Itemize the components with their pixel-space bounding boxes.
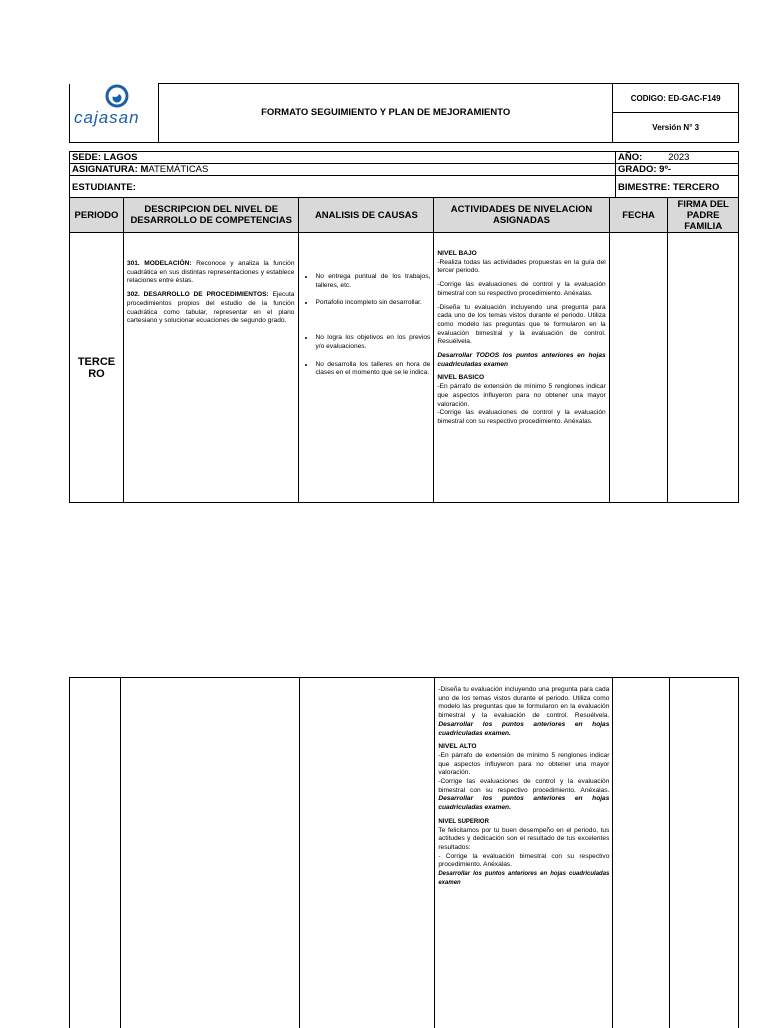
- causa-item: • No logra los objetivos en los previos y/o evaluaciones.: [315, 334, 430, 351]
- col-actividades: ACTIVIDADES DE NIVELACION ASIGNADAS: [434, 198, 609, 233]
- bimestre-field: BIMESTRE: TERCERO: [616, 176, 739, 199]
- col-fecha: FECHA: [609, 198, 668, 233]
- col-periodo: PERIODO: [70, 198, 124, 233]
- student-info: [69, 151, 739, 199]
- anio-field: AÑO: 2023: [616, 152, 739, 164]
- col-analisis: ANALISIS DE CAUSAS: [299, 198, 434, 233]
- nivel-superior-title: NIVEL SUPERIOR: [438, 818, 489, 825]
- nivel-alto-title: NIVEL ALTO: [438, 743, 477, 751]
- analisis-cell: [299, 678, 435, 1028]
- asignatura-field: ASIGNATURA: MATEMÁTICAS: [70, 164, 616, 176]
- actividades-cell: NIVEL BAJO -Realiza todas las actividades propuestas en la guía del tercer periodo. -Corrige las evaluaciones de control y la evaluación bimestral con su respectivo procedimiento. Anéxalas. -Diseña tu evaluación incluyendo una pregunta para cada uno de los temas vistos durante el periodo. Utiliza como modelo las preguntas que te formularon en la evaluación bimestral y la evaluación de control. Resuélvela. Desarrollar TODOS los puntos anteriores en hojas cuadriculadas examen NIVEL BASICO -En párrafo de extensión de mínimo 5 renglones indicar que aspectos influyeron para no obtener una mayor valoración. -Corrige las evaluaciones de control y la evaluación bimestral con su respectivo procedimiento. Anéxalas.: [434, 233, 609, 503]
- fecha-cell: [613, 678, 670, 1028]
- logo-wordmark: cajasan: [74, 107, 140, 127]
- sede-field: SEDE: LAGOS: [70, 152, 616, 164]
- col-descripcion: DESCRIPCION DEL NIVEL DE DESARROLLO DE COMPETENCIAS: [123, 198, 299, 233]
- grado-field: GRADO: 9º-: [616, 164, 739, 176]
- causa-item: • No desarrolla los talleres en hora de clases en el momento que se le indica.: [315, 361, 430, 378]
- periodo-cell: TERCE RO: [70, 233, 124, 503]
- firma-cell: [669, 678, 738, 1028]
- logo-cell: [70, 84, 159, 143]
- analisis-cell: [299, 233, 434, 503]
- actividades-cell: -Diseña tu evaluación incluyendo una pregunta para cada uno de los temas vistos durante el periodo. Utiliza como modelo las preguntas que te formularon en la evaluación bimestral y la evaluación de control. Resuélvela. Desarrollar los puntos anteriores en hojas cuadriculadas examen. NIVEL ALTO -En párrafo de extensión de mínimo 5 renglones indicar que aspectos influyeron para no obtener una mayor valoración. -Corrige las evaluaciones de control y la evaluación bimestral con su respectivo procedimiento. Anéxalas. Desarrollar los puntos anteriores en hojas cuadriculadas examen. NIVEL SUPERIOR Te felicitamos por tu buen desempeño en el periodo, tus actitudes y dedicación son el resultado de tus excelentes resultados: - Corrige la evaluación bimestral con su respectivo procedimiento. Anéxalas. Desarrollar los puntos anteriores en hojas cuadriculadas examen: [435, 678, 613, 1028]
- descripcion-cell: 301. MODELACIÓN: Reconoce y analiza la función cuadrática en sus distintas representaciones y establece relaciones entre éstas. 302. DESARROLLO DE PROCEDIMIENTOS: Ejecuta procedimientos propios del estudio de la función cuadrática como tabular, representar en el plano cartesiano y solucionar ecuaciones de segundo grado.: [123, 233, 299, 503]
- causas-list: [299, 273, 430, 378]
- fecha-cell: [609, 233, 668, 503]
- nivel-basico-title: NIVEL BASICO: [437, 374, 485, 382]
- descripcion-cell: [121, 678, 299, 1028]
- firma-cell: [668, 233, 739, 503]
- document-title: FORMATO SEGUIMIENTO Y PLAN DE MEJORAMIENTO: [159, 84, 613, 143]
- causa-item: • No entrega puntual de los trabajos, talleres, etc.: [315, 273, 430, 290]
- estudiante-field: ESTUDIANTE:: [70, 176, 616, 199]
- cajasan-logo: [70, 84, 158, 142]
- nivel-bajo-title: NIVEL BAJO: [437, 250, 477, 257]
- plan-table-continued: [69, 677, 739, 1028]
- document-version: Versión N° 3: [613, 113, 739, 142]
- periodo-cell: [70, 678, 121, 1028]
- causa-item: • Portafolio incompleto sin desarrollar.: [315, 299, 430, 308]
- document-header: [69, 83, 739, 143]
- document-code: CODIGO: ED-GAC-F149: [613, 84, 739, 113]
- col-firma: FIRMA DEL PADRE FAMILIA: [668, 198, 739, 233]
- plan-table: [69, 197, 739, 503]
